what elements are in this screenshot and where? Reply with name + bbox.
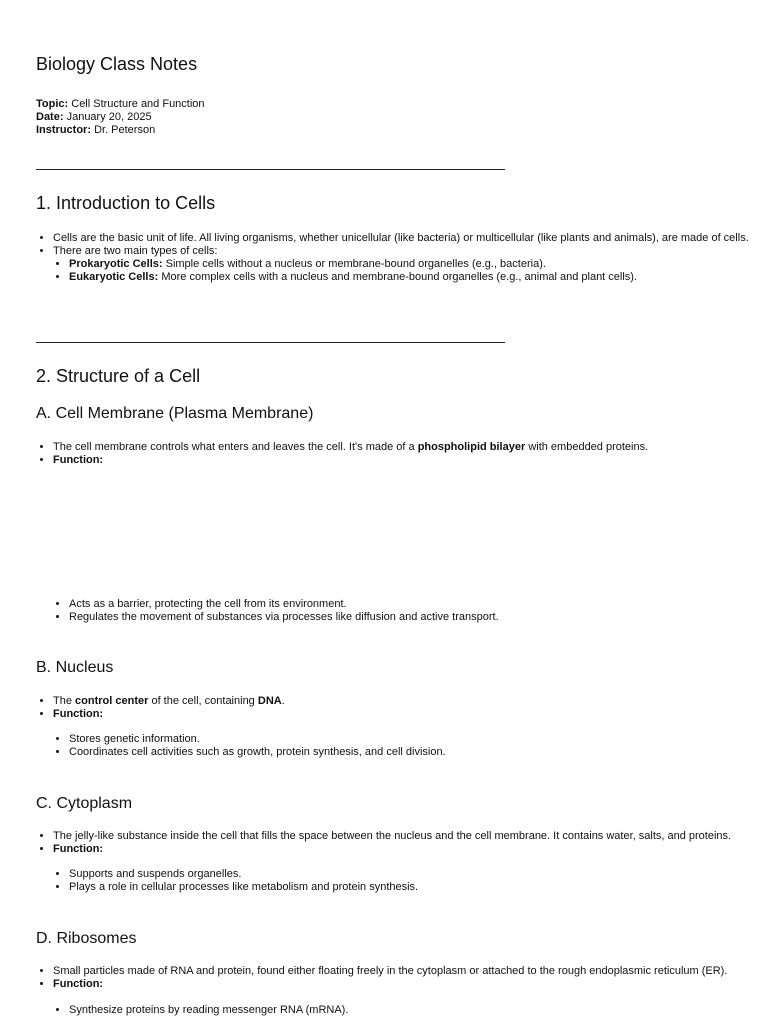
instructor-label: Instructor: [36, 124, 91, 136]
nucleus-desc-mid: of the cell, containing [151, 695, 255, 707]
function-text: Regulates the movement of substances via processes like diffusion and active transport. [69, 611, 499, 623]
list-item [69, 258, 753, 271]
control-center-term: control center [75, 695, 149, 707]
prokaryotic-label: Prokaryotic Cells: [69, 258, 163, 270]
list-item [69, 868, 749, 881]
date-value: January 20, 2025 [66, 111, 152, 123]
list-item [69, 611, 749, 624]
instructor-value: Dr. Peterson [94, 124, 156, 136]
function-label: Function: [53, 978, 104, 990]
list-item [69, 746, 749, 759]
function-text: Stores genetic information. [69, 733, 200, 745]
list-item [69, 271, 753, 284]
function-label: Function: [53, 454, 104, 466]
cytoplasm-desc-text: The jelly-like substance inside the cell that fills the space between the nucleus and the cell membrane. It contains water, salts, and proteins. [53, 830, 732, 842]
eukaryotic-label: Eukaryotic Cells: [69, 271, 159, 283]
divider-1 [36, 169, 505, 170]
cytoplasm-heading: C. Cytoplasm [36, 795, 133, 812]
list-item [53, 965, 753, 978]
function-label: Function: [53, 843, 104, 855]
page-title: Biology Class Notes [36, 54, 198, 74]
ribosomes-heading: D. Ribosomes [36, 930, 137, 947]
dna-term: DNA [257, 695, 282, 707]
nucleus-functions-list [52, 733, 749, 759]
list-item [53, 454, 753, 467]
nucleus-list [36, 695, 753, 721]
list-item [53, 232, 753, 245]
prokaryotic-text: Simple cells without a nucleus or membrane-bound organelles (e.g., bacteria). [165, 258, 546, 270]
cell-types-list [53, 258, 753, 284]
function-text: Coordinates cell activities such as growth, protein synthesis, and cell division. [69, 746, 446, 758]
date-label: Date: [36, 111, 64, 123]
list-item [69, 881, 749, 894]
function-text: Plays a role in cellular processes like metabolism and protein synthesis. [69, 881, 419, 893]
section-1-list [36, 232, 753, 284]
meta-topic [36, 98, 205, 111]
meta-instructor [36, 124, 205, 137]
function-text: Synthesize proteins by reading messenger RNA (mRNA). [69, 1004, 349, 1016]
list-item [69, 733, 749, 746]
topic-label: Topic: [36, 98, 69, 110]
phospholipid-bilayer-term: phospholipid bilayer [417, 441, 526, 453]
membrane-functions-list [52, 598, 749, 624]
list-item [53, 978, 753, 991]
topic-value: Cell Structure and Function [71, 98, 205, 110]
cells-basic-unit-text: Cells are the basic unit of life. All living organisms, whether unicellular (like bacteria) or multicellular (like plants and animals), are made of cells. [53, 232, 749, 244]
function-text: Supports and suspends organelles. [69, 868, 242, 880]
membrane-desc-text: The cell membrane controls what enters and leaves the cell. It's made of a [53, 441, 415, 453]
eukaryotic-text: More complex cells with a nucleus and membrane-bound organelles (e.g., animal and plant cells). [161, 271, 638, 283]
list-item [53, 708, 753, 721]
nucleus-desc-start: The [53, 695, 72, 707]
list-item [53, 441, 753, 454]
list-item [53, 695, 753, 708]
membrane-heading: A. Cell Membrane (Plasma Membrane) [36, 405, 314, 422]
list-item [69, 1004, 749, 1017]
ribosomes-desc-text: Small particles made of RNA and protein, found either floating freely in the cytoplasm or attached to the rough endoplasmic reticulum (ER). [53, 965, 728, 977]
function-label: Function: [53, 708, 104, 720]
nucleus-heading: B. Nucleus [36, 659, 114, 676]
divider-2 [36, 342, 505, 343]
meta-date [36, 111, 205, 124]
cytoplasm-functions-list [52, 868, 749, 894]
notes-metadata [36, 98, 205, 137]
section-1-heading: 1. Introduction to Cells [36, 193, 216, 213]
ribosomes-functions-list [52, 1004, 749, 1017]
list-item [53, 843, 753, 856]
list-item [53, 830, 753, 843]
function-text: Acts as a barrier, protecting the cell from its environment. [69, 598, 347, 610]
membrane-desc-end: with embedded proteins. [528, 441, 649, 453]
cell-types-intro-text: There are two main types of cells: [53, 245, 218, 257]
ribosomes-list [36, 965, 753, 991]
section-2-heading: 2. Structure of a Cell [36, 366, 201, 386]
membrane-list [36, 441, 753, 467]
list-item [69, 598, 749, 611]
list-item [53, 245, 753, 284]
nucleus-desc-end: . [281, 695, 285, 707]
cytoplasm-list [36, 830, 753, 856]
